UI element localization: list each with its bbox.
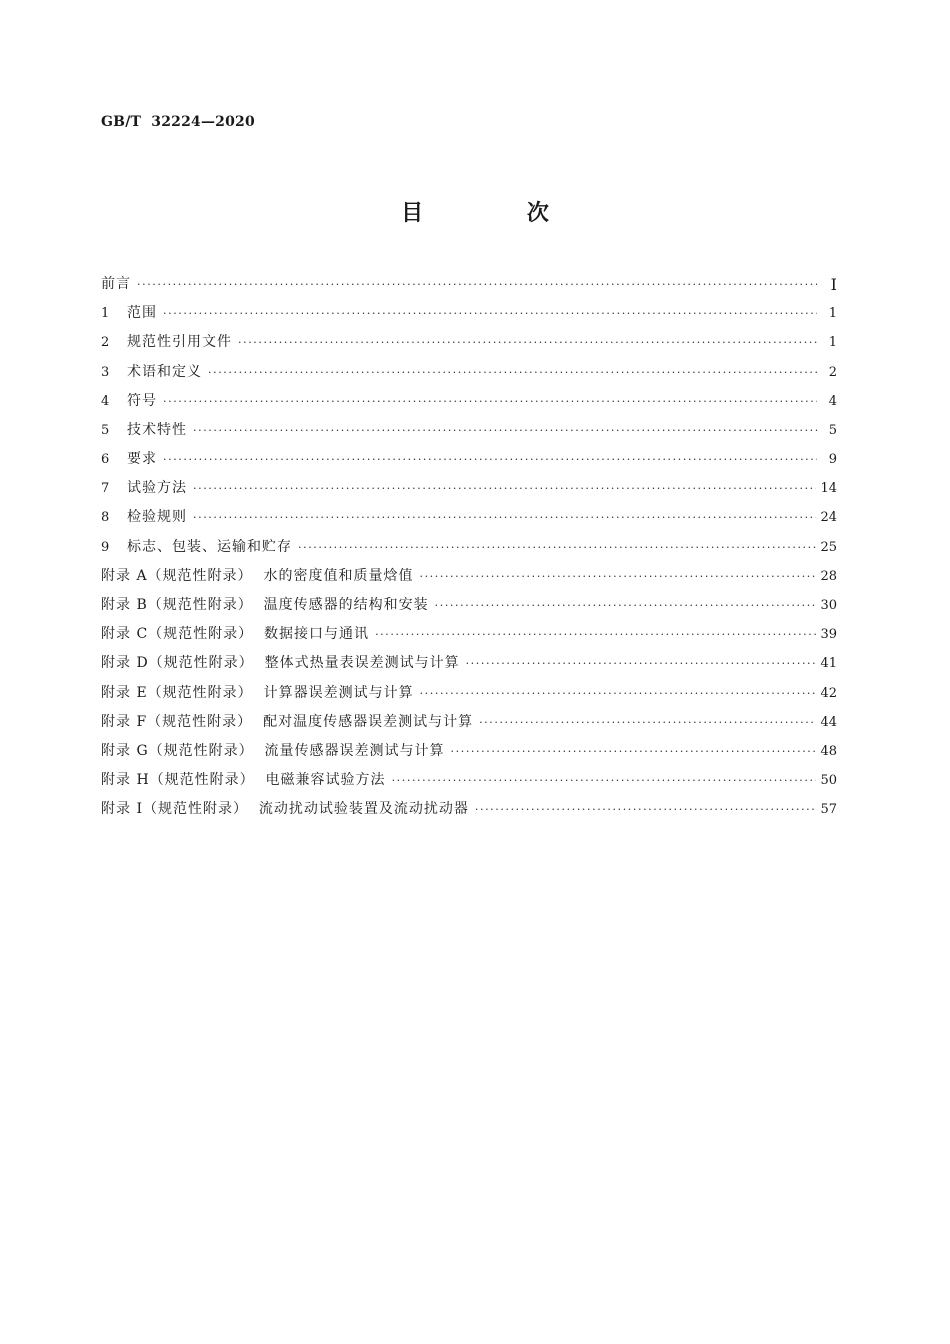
toc-entry-appendix-a[interactable]: [101, 562, 837, 591]
toc-dot-leader: [193, 416, 817, 445]
toc-entry-label: 附录 B（规范性附录） 温度传感器的结构和安装: [101, 597, 429, 614]
toc-entry-2[interactable]: [101, 328, 837, 357]
toc-entry-foreword[interactable]: [101, 270, 837, 299]
toc-entry-label: 附录 D（规范性附录） 整体式热量表误差测试与计算: [101, 655, 460, 672]
toc-entry-appendix-h[interactable]: [101, 766, 837, 795]
toc-entry-label: 附录 C（规范性附录） 数据接口与通讯: [101, 626, 370, 643]
toc-entry-page: 50: [820, 773, 837, 789]
toc-entry-number: 6: [101, 452, 110, 468]
toc-dot-leader: [466, 649, 817, 678]
toc-dot-leader: [475, 795, 817, 824]
page-title: 目 次: [401, 201, 597, 226]
toc-entry-label: 5 技术特性: [101, 416, 187, 445]
toc-entry-page: 28: [820, 568, 837, 584]
toc-dot-leader: [163, 387, 817, 416]
toc-entry-page: 2: [828, 364, 837, 380]
toc-entry-7[interactable]: [101, 474, 837, 503]
toc-entry-label: 前言: [101, 275, 131, 292]
toc-entry-label: 4 符号: [101, 387, 157, 416]
toc-dot-leader: [193, 474, 816, 503]
toc-entry-number: 4: [101, 393, 110, 409]
toc-entry-number: 2: [101, 335, 110, 351]
toc-entry-page: 25: [820, 539, 837, 555]
toc-entry-appendix-i[interactable]: [101, 795, 837, 824]
toc-dot-leader: [451, 737, 817, 766]
toc-entry-1[interactable]: [101, 299, 837, 328]
toc-entry-label: 附录 F（规范性附录） 配对温度传感器误差测试与计算: [101, 713, 474, 730]
toc-entry-page: 1: [828, 306, 837, 322]
toc-entry-label: 附录 A（规范性附录） 水的密度值和质量焓值: [101, 567, 414, 584]
toc-entry-appendix-f[interactable]: [101, 708, 837, 737]
toc-entry-page: 9: [828, 452, 837, 468]
toc-entry-3[interactable]: [101, 358, 837, 387]
toc-entry-page: 39: [820, 627, 837, 643]
toc-dot-leader: [375, 620, 816, 649]
toc-entry-label: 8 检验规则: [101, 503, 187, 532]
toc-entry-page: 24: [820, 510, 837, 526]
toc-entry-page: 44: [820, 714, 837, 730]
toc-entry-8[interactable]: [101, 504, 837, 533]
toc-dot-leader: [479, 708, 816, 737]
toc-entry-label: 附录 E（规范性附录） 计算器误差测试与计算: [101, 684, 414, 701]
toc-entry-label: 6 要求: [101, 445, 157, 474]
toc-entry-page: 14: [820, 481, 837, 497]
toc-entry-number: 1: [101, 306, 110, 322]
toc-dot-leader: [163, 299, 817, 328]
toc-dot-leader: [193, 503, 816, 532]
toc-entry-label: 附录 G（规范性附录） 流量传感器误差测试与计算: [101, 742, 445, 759]
toc-entry-label: 2 规范性引用文件: [101, 328, 232, 357]
toc-entry-label: 7 试验方法: [101, 474, 187, 503]
toc-entry-appendix-b[interactable]: [101, 591, 837, 620]
toc-entry-page: Ⅰ: [830, 274, 837, 294]
toc-entry-appendix-d[interactable]: [101, 649, 837, 678]
toc-entry-page: 5: [828, 422, 837, 438]
toc-dot-leader: [208, 358, 817, 387]
toc-entry-label: 1 范围: [101, 299, 157, 328]
toc-dot-leader: [298, 533, 816, 562]
toc-entry-number: 7: [101, 481, 110, 497]
toc-entry-page: 1: [828, 335, 837, 351]
toc-dot-leader: [163, 445, 817, 474]
toc-entry-4[interactable]: [101, 387, 837, 416]
toc-dot-leader: [420, 679, 817, 708]
toc-entry-page: 48: [820, 743, 837, 759]
toc-entry-number: 9: [101, 539, 110, 555]
toc-dot-leader: [419, 562, 816, 591]
table-of-contents: [101, 270, 837, 825]
toc-entry-9[interactable]: [101, 533, 837, 562]
toc-entry-label: 附录 H（规范性附录） 电磁兼容试验方法: [101, 772, 386, 789]
toc-entry-6[interactable]: [101, 445, 837, 474]
toc-entry-page: 30: [820, 598, 837, 614]
toc-dot-leader: [435, 591, 817, 620]
toc-dot-leader: [137, 270, 817, 299]
toc-entry-5[interactable]: [101, 416, 837, 445]
toc-entry-number: 5: [101, 422, 110, 438]
toc-entry-page: 4: [828, 393, 837, 409]
toc-entry-label: 9 标志、包装、运输和贮存: [101, 533, 292, 562]
toc-entry-page: 57: [820, 802, 837, 818]
toc-entry-page: 41: [820, 656, 837, 672]
toc-entry-number: 3: [101, 364, 110, 380]
toc-entry-page: 42: [820, 685, 837, 701]
toc-entry-number: 8: [101, 510, 110, 526]
toc-entry-appendix-g[interactable]: [101, 737, 837, 766]
toc-dot-leader: [392, 766, 817, 795]
toc-entry-appendix-e[interactable]: [101, 679, 837, 708]
toc-entry-appendix-c[interactable]: [101, 620, 837, 649]
toc-entry-label: 3 术语和定义: [101, 358, 202, 387]
toc-dot-leader: [238, 328, 817, 357]
document-code: GB/T 32224—2020: [101, 114, 255, 130]
toc-entry-label: 附录 I（规范性附录） 流动扰动试验装置及流动扰动器: [101, 801, 469, 818]
